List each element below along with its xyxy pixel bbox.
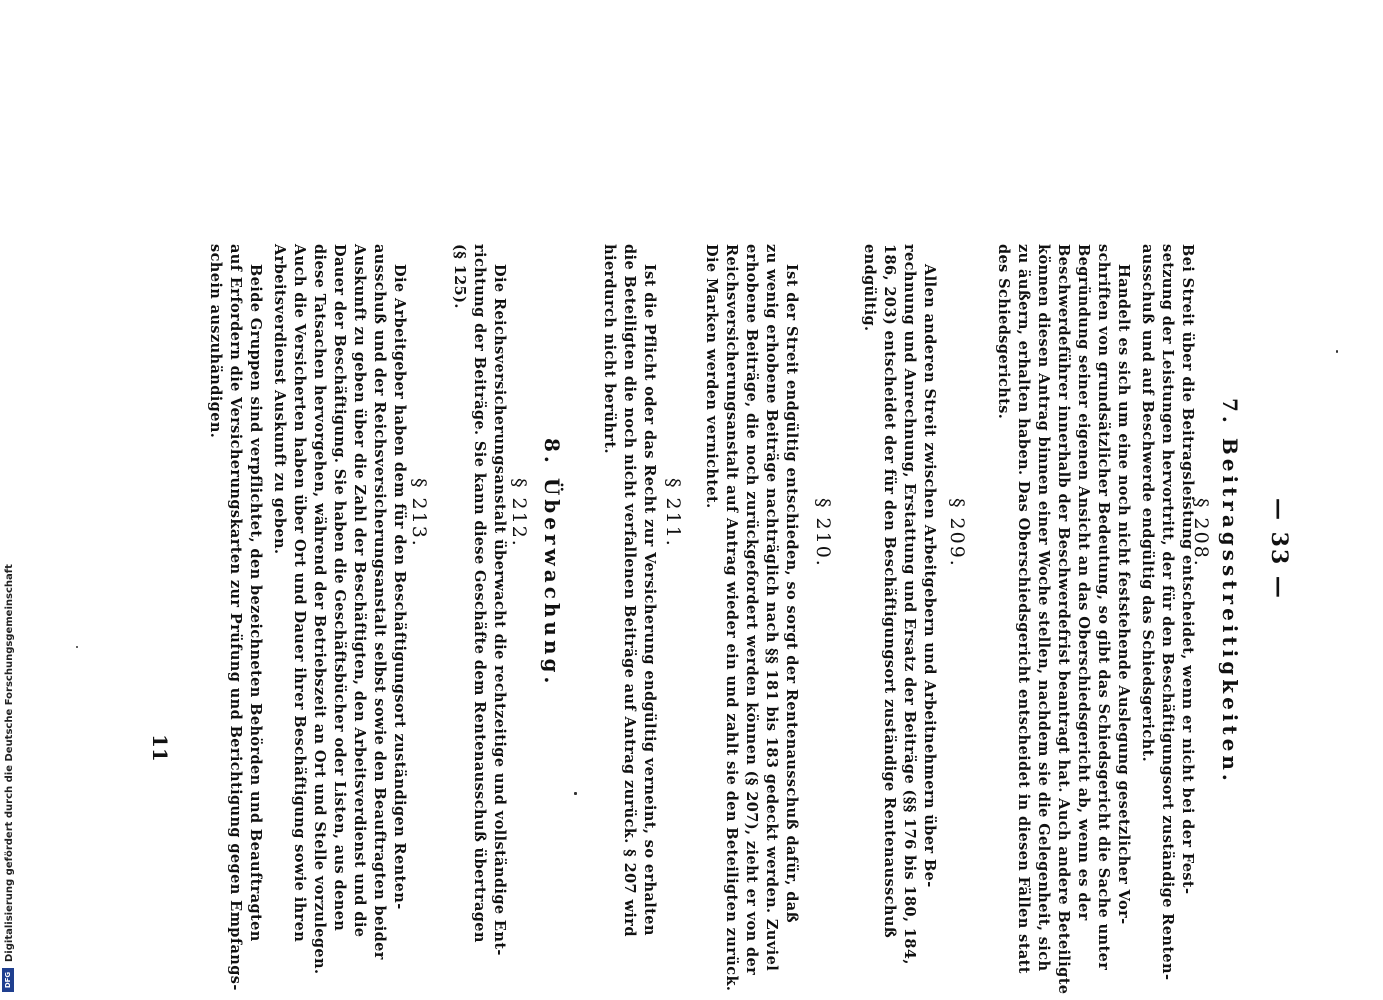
text-line: schein auszuhändigen. bbox=[207, 244, 224, 439]
text-line: schriften von grundsätzlicher Bedeutung, so gibt das Schiedsgericht die Sache unter bbox=[1095, 244, 1112, 971]
text-line: 186, 203) entscheidet der für den Beschäftigungsort zuständige Rentenausschuß bbox=[881, 244, 898, 939]
text-line: erhobene Beiträge, die noch zurückgefordert werden können (§ 207), zieht er von der bbox=[743, 244, 760, 976]
text-line: Dauer der Beschäftigung. Sie haben die Geschäftsbücher oder Listen, aus denen bbox=[331, 244, 348, 932]
text-line: ausschuß und der Reichsversicherungsanstalt selbst sowie den Beauftragten beider bbox=[371, 244, 388, 960]
text-line: Auch die Versicherten haben über Ort und Dauer ihrer Beschäftigung sowie ihren bbox=[291, 244, 308, 943]
text-line: Beide Gruppen sind verpflichtet, den bezeichneten Behörden und Beauftragten bbox=[247, 264, 264, 942]
scan-speck bbox=[76, 646, 78, 648]
text-line: Die Marken werden vernichtet. bbox=[703, 244, 720, 509]
page-number: — 33 — bbox=[1266, 498, 1292, 600]
text-line: ausschuß und auf Beschwerde endgültig das Schiedsgericht. bbox=[1139, 244, 1156, 763]
signature-number: 11 bbox=[148, 734, 172, 762]
paragraph-heading-212: § 212. bbox=[508, 478, 530, 548]
text-line: Handelt es sich um eine noch nicht feststehende Auslegung gesetzlicher Vor- bbox=[1115, 264, 1132, 925]
text-line: Auskunft zu geben über die Zahl der Beschäftigten, den Arbeitsverdienst und die bbox=[351, 244, 368, 938]
paragraph-heading-210: § 210. bbox=[812, 498, 834, 568]
text-line: zu äußern, erhalten haben. Das Oberschiedsgericht entscheidet in diesen Fällen statt bbox=[1015, 244, 1032, 974]
text-line: Reichsversicherungsanstalt auf Antrag wieder ein und zahlt sie den Beteiligten zurück. bbox=[723, 244, 740, 992]
text-line: können diesen Antrag binnen einer Woche stellen, nachdem sie die Gelegenheit, sich bbox=[1035, 244, 1052, 972]
dfg-logo: DFG bbox=[2, 968, 14, 992]
text-line: Arbeitsverdienst Auskunft zu geben. bbox=[271, 244, 288, 555]
section-title-8: 8. Überwachung. bbox=[540, 438, 564, 688]
text-line: Ist die Pflicht oder das Recht zur Versicherung endgültig verneint, so erhalten bbox=[641, 264, 658, 936]
paragraph-heading-211: § 211. bbox=[662, 478, 684, 548]
section-title-7: 7. Beitragsstreitigkeiten. bbox=[1218, 398, 1242, 785]
text-line: des Schiedsgerichts. bbox=[995, 244, 1012, 420]
text-line: Die Reichsversicherungsanstalt überwacht die rechtzeitige und vollständige Ent- bbox=[491, 264, 508, 956]
text-line: setzung der Leistungen hervortritt, der für den Beschäftigungsort zuständige Renten- bbox=[1159, 244, 1176, 981]
text-line: hierdurch nicht berührt. bbox=[601, 244, 618, 454]
paragraph-heading-208: § 208. bbox=[1190, 498, 1212, 568]
paragraph-heading-209: § 209. bbox=[946, 498, 968, 568]
text-line: Ist der Streit endgültig entschieden, so sorgt der Rentenausschuß dafür, daß bbox=[783, 264, 800, 924]
text-line: auf Erfordern die Versicherungskarten zur Prüfung und Berichtigung gegen Empfangs- bbox=[227, 244, 244, 991]
text-line: richtung der Beiträge. Sie kann diese Geschäfte dem Rentenausschuß übertragen bbox=[471, 244, 488, 943]
text-line: Beschwerdeführer innerhalb der Beschwerdefrist beantragt hat. Auch andere Beteiligte bbox=[1055, 244, 1072, 995]
text-line: Die Arbeitgeber haben dem für den Beschäftigungsort zuständigen Renten- bbox=[391, 264, 408, 910]
text-line: Bei Streit über die Beitragsleistung entscheidet, wenn er nicht bei der Fest- bbox=[1179, 244, 1196, 895]
text-line: Begründung seiner eigenen Ansicht an das Oberschiedsgericht ab, wenn es der bbox=[1075, 244, 1092, 921]
scan-speck bbox=[1336, 350, 1338, 353]
text-line: die Beteiligten die noch nicht verfallenen Beiträge auf Antrag zurück. § 207 wird bbox=[621, 244, 638, 937]
text-line: endgültig. bbox=[861, 244, 878, 332]
digitization-credit: Digitalisierung gefördert durch die Deutsche Forschungsgemeinschaft bbox=[4, 564, 15, 962]
text-line: diese Tatsachen hervorgehen, während der Betriebszeit an Ort und Stelle vorzulegen. bbox=[311, 244, 328, 975]
text-line: rechnung und Anrechnung, Erstattung und Ersatz der Beiträge (§§ 176 bis 180, 184, bbox=[901, 244, 918, 965]
paragraph-heading-213: § 213. bbox=[408, 478, 430, 548]
text-line: Allen anderen Streit zwischen Arbeitgebern und Arbeitnehmern über Be- bbox=[921, 264, 938, 888]
scan-speck bbox=[574, 792, 577, 795]
text-line: zu wenig erhobene Beiträge nachträglich nach §§ 181 bis 183 gedeckt werden. Zuviel bbox=[763, 244, 780, 972]
text-line: (§ 125). bbox=[451, 244, 468, 309]
